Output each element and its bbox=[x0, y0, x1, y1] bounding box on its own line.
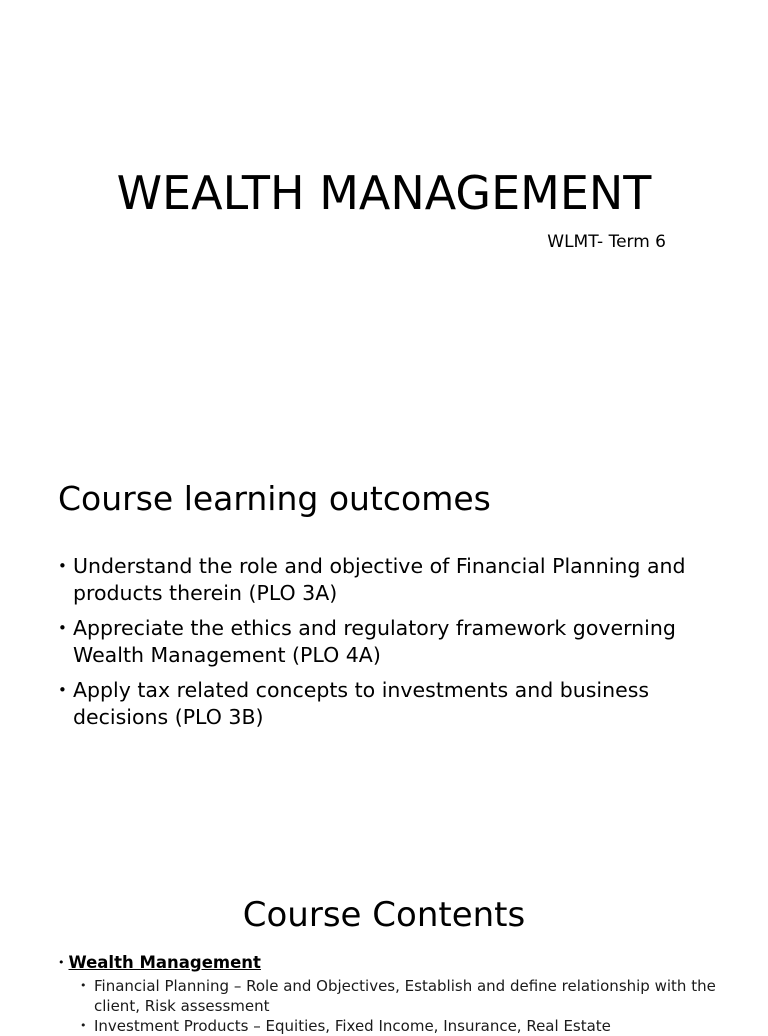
course-contents-heading: Course Contents bbox=[242, 895, 526, 935]
slide-title bbox=[0, 0, 768, 440]
slide-learning-outcomes bbox=[0, 440, 768, 840]
bullet-icon: • bbox=[80, 979, 87, 992]
list-item-text: Appreciate the ethics and regulatory framework governing Wealth Management (PLO 4A) bbox=[73, 616, 676, 667]
section-label: Wealth Management bbox=[68, 953, 261, 972]
bullet-icon: • bbox=[58, 956, 65, 969]
list-item bbox=[58, 553, 718, 607]
list-item-text: Understand the role and objective of Financial Planning and products therein (PLO 3A) bbox=[73, 554, 686, 605]
list-item bbox=[58, 677, 718, 731]
section-item bbox=[58, 952, 261, 974]
bullet-icon: • bbox=[58, 557, 67, 575]
bullet-icon: • bbox=[58, 619, 67, 637]
slide-title-heading: WEALTH MANAGEMENT bbox=[116, 166, 652, 220]
slide-course-contents bbox=[0, 840, 768, 1035]
bullet-icon: • bbox=[58, 681, 67, 699]
list-item bbox=[80, 1016, 720, 1036]
bullet-icon: • bbox=[80, 1019, 87, 1032]
list-item bbox=[58, 615, 718, 669]
slide-subtitle: WLMT- Term 6 bbox=[547, 232, 666, 252]
learning-outcomes-heading: Course learning outcomes bbox=[58, 479, 491, 518]
course-contents-list bbox=[80, 976, 720, 1036]
list-item-text: Apply tax related concepts to investments and business decisions (PLO 3B) bbox=[73, 678, 650, 729]
list-item-text: Financial Planning – Role and Objectives, Establish and define relationship with the client, Risk assessment bbox=[94, 977, 716, 1015]
learning-outcomes-list bbox=[58, 553, 718, 739]
list-item bbox=[80, 976, 720, 1016]
list-item-text: Investment Products – Equities, Fixed Income, Insurance, Real Estate bbox=[94, 1017, 611, 1035]
